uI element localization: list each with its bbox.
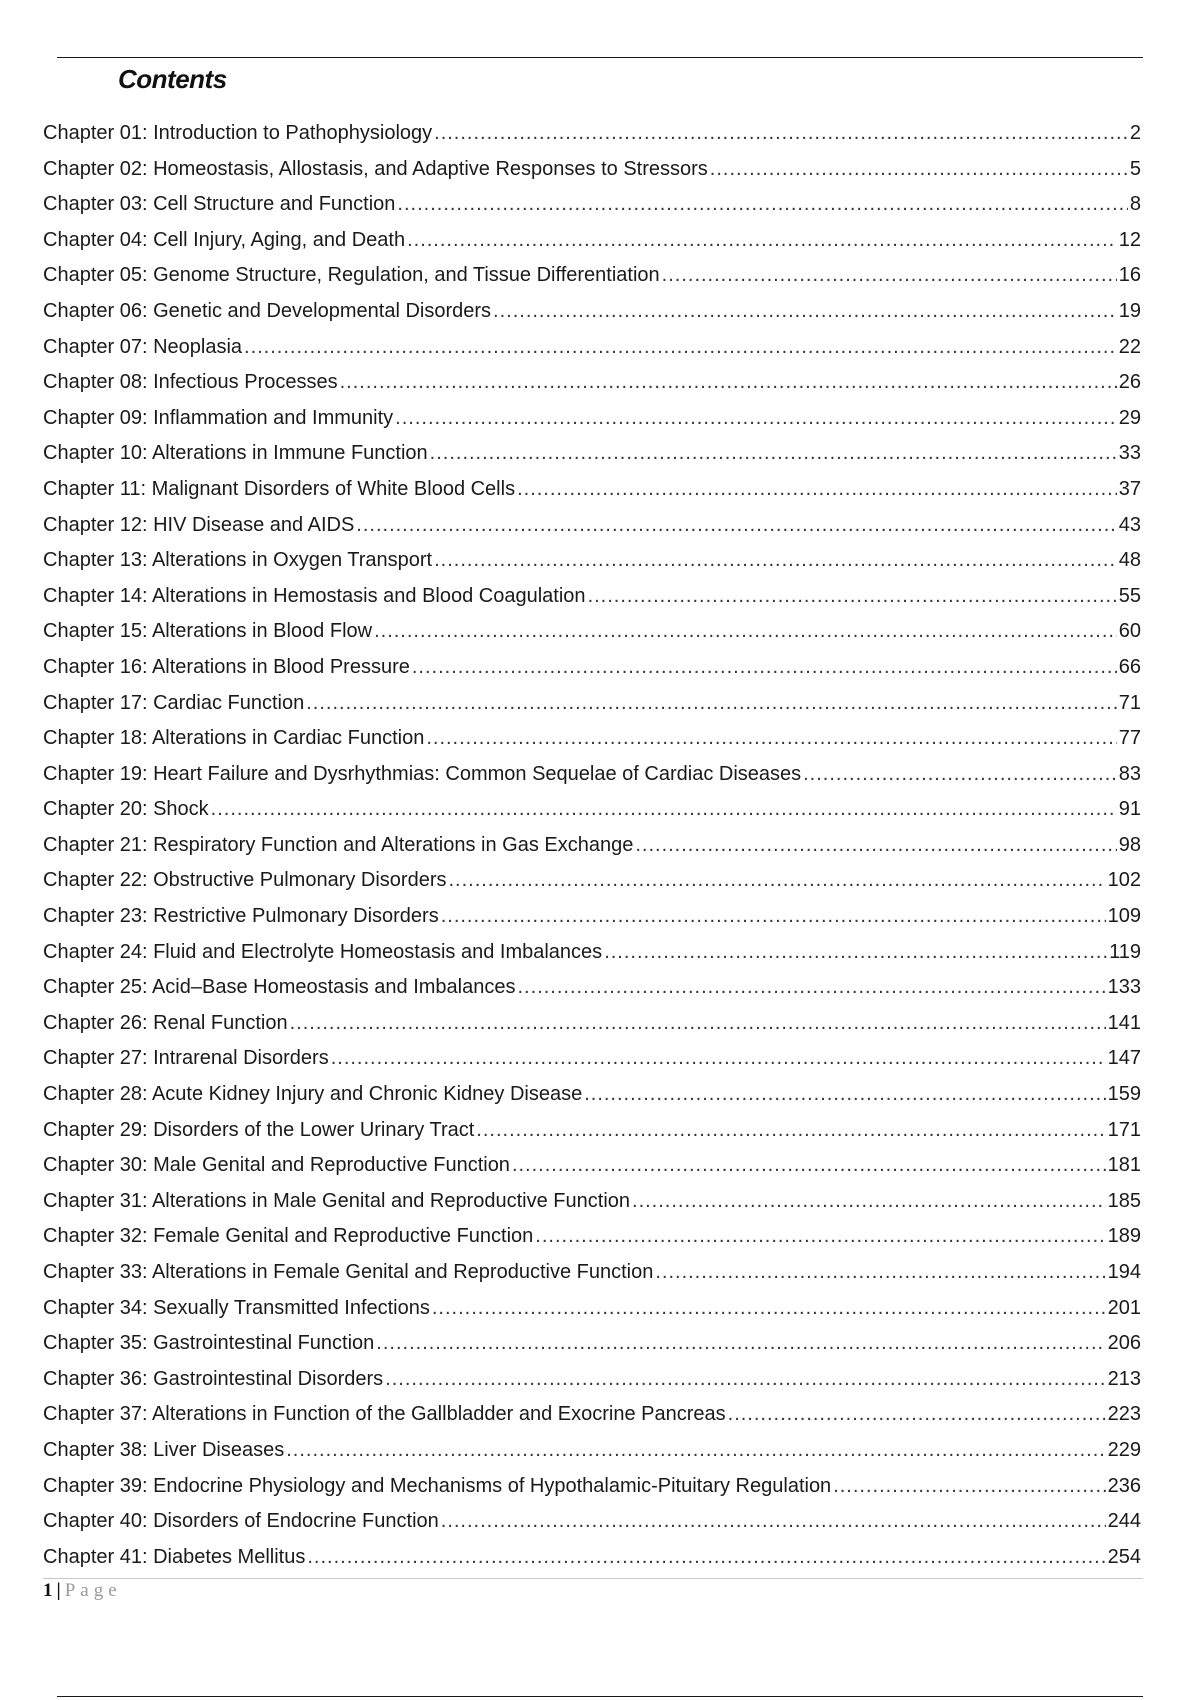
toc-entry-title: Chapter 38: Liver Diseases [43, 1438, 285, 1461]
toc-entry-title: Chapter 17: Cardiac Function [43, 691, 305, 714]
page-label: Page [64, 1580, 122, 1601]
toc-dot-leader [434, 116, 1128, 152]
toc-dot-leader [584, 1077, 1105, 1113]
toc-entry-title: Chapter 41: Diabetes Mellitus [43, 1545, 306, 1568]
toc-dot-leader [397, 187, 1127, 223]
toc-entry-page: 185 [1107, 1189, 1141, 1212]
toc-dot-leader [803, 757, 1117, 793]
toc-dot-leader [517, 472, 1117, 508]
toc-entry-title: Chapter 11: Malignant Disorders of White Blood Cells [43, 477, 516, 500]
toc-entry[interactable] [43, 294, 1141, 330]
toc-entry[interactable] [43, 1113, 1141, 1149]
toc-entry[interactable] [43, 258, 1141, 294]
toc-entry-title: Chapter 24: Fluid and Electrolyte Homeostasis and Imbalances [43, 940, 603, 963]
toc-entry[interactable] [43, 543, 1141, 579]
toc-entry-title: Chapter 20: Shock [43, 798, 209, 821]
toc-dot-leader [331, 1041, 1106, 1077]
toc-entry[interactable] [43, 1041, 1141, 1077]
toc-entry[interactable] [43, 365, 1141, 401]
toc-entry-title: Chapter 04: Cell Injury, Aging, and Death [43, 228, 406, 251]
toc-entry[interactable] [43, 863, 1141, 899]
footer-rule [43, 1578, 1143, 1579]
toc-dot-leader [655, 1255, 1105, 1291]
toc-entry-page: 119 [1109, 940, 1141, 963]
toc-entry[interactable] [43, 330, 1141, 366]
toc-entry-page: 33 [1118, 442, 1141, 465]
toc-entry[interactable] [43, 650, 1141, 686]
toc-dot-leader [356, 508, 1116, 544]
toc-entry-page: 206 [1107, 1332, 1141, 1355]
toc-entry-page: 71 [1118, 691, 1141, 714]
toc-dot-leader [632, 1184, 1106, 1220]
toc-dot-leader [290, 1006, 1106, 1042]
toc-dot-leader [430, 436, 1117, 472]
toc-entry-title: Chapter 34: Sexually Transmitted Infections [43, 1296, 430, 1319]
toc-entry-title: Chapter 26: Renal Function [43, 1011, 288, 1034]
toc-entry-title: Chapter 07: Neoplasia [43, 335, 243, 358]
toc-entry-page: 77 [1118, 727, 1141, 750]
toc-entry-page: 147 [1107, 1047, 1141, 1070]
toc-entry-page: 194 [1107, 1261, 1141, 1283]
toc-entry[interactable] [43, 1219, 1141, 1255]
toc-entry[interactable] [43, 1077, 1141, 1113]
toc-entry[interactable] [43, 223, 1141, 259]
toc-dot-leader [728, 1397, 1106, 1433]
toc-entry-page: 141 [1107, 1011, 1141, 1034]
toc-entry[interactable] [43, 757, 1141, 793]
toc-entry-page: 91 [1118, 798, 1141, 821]
toc-entry-page: 201 [1107, 1296, 1141, 1319]
toc-dot-leader [426, 721, 1116, 757]
page-title: Contents [118, 64, 227, 94]
toc-entry-title: Chapter 23: Restrictive Pulmonary Disorders [43, 905, 439, 928]
toc-entry-page: 22 [1118, 335, 1141, 358]
page-separator: | [56, 1580, 61, 1601]
toc-entry[interactable] [43, 935, 1141, 971]
toc-dot-leader [286, 1433, 1105, 1469]
toc-entry-title: Chapter 02: Homeostasis, Allostasis, and Adaptive Responses to Stressors [43, 157, 708, 180]
toc-dot-leader [441, 1504, 1106, 1540]
toc-entry-page: 19 [1118, 299, 1141, 322]
toc-entry[interactable] [43, 1291, 1141, 1327]
toc-dot-leader [441, 899, 1106, 935]
toc-dot-leader [449, 863, 1106, 899]
toc-entry-title: Chapter 15: Alterations in Blood Flow [43, 620, 373, 643]
toc-entry-page: 102 [1107, 869, 1141, 892]
toc-entry-page: 181 [1107, 1154, 1141, 1177]
toc-entry-title: Chapter 06: Genetic and Developmental Disorders [43, 299, 492, 322]
toc-entry[interactable] [43, 1504, 1141, 1540]
toc-dot-leader [434, 543, 1117, 579]
toc-entry[interactable] [43, 152, 1141, 188]
toc-entry[interactable] [43, 1184, 1141, 1220]
toc-entry-title: Chapter 27: Intrarenal Disorders [43, 1047, 329, 1070]
toc-entry-title: Chapter 19: Heart Failure and Dysrhythmias: Common Sequelae of Cardiac Diseases [43, 762, 802, 785]
toc-entry[interactable] [43, 116, 1141, 152]
toc-entry-page: 244 [1107, 1510, 1141, 1533]
toc-entry[interactable] [43, 1469, 1141, 1505]
toc-dot-leader [512, 1148, 1106, 1184]
toc-entry[interactable] [43, 1397, 1141, 1433]
toc-entry-page: 171 [1107, 1118, 1141, 1141]
toc-entry-title: Chapter 16: Alterations in Blood Pressure [43, 655, 410, 678]
toc-entry-page: 8 [1129, 193, 1141, 216]
bottom-rule [57, 1696, 1143, 1697]
toc-dot-leader [385, 1362, 1105, 1398]
toc-entry[interactable] [43, 1326, 1141, 1362]
toc-entry-page: 12 [1118, 228, 1141, 251]
toc-entry-title: Chapter 36: Gastrointestinal Disorders [43, 1367, 384, 1390]
toc-entry-page: 29 [1118, 406, 1141, 429]
toc-entry[interactable] [43, 792, 1141, 828]
toc-entry-page: 236 [1107, 1474, 1141, 1497]
toc-entry-page: 2 [1129, 122, 1141, 144]
page-footer [43, 1580, 122, 1602]
toc-entry-page: 213 [1107, 1367, 1141, 1390]
toc-dot-leader [211, 792, 1117, 828]
toc-entry-title: Chapter 10: Alterations in Immune Function [43, 442, 428, 465]
toc-entry-page: 159 [1107, 1083, 1141, 1106]
toc-entry-page: 229 [1107, 1438, 1141, 1461]
toc-entry-page: 55 [1118, 584, 1141, 607]
toc-entry[interactable] [43, 1255, 1141, 1291]
toc-dot-leader [244, 330, 1117, 366]
toc-dot-leader [412, 650, 1117, 686]
toc-entry[interactable] [43, 436, 1141, 472]
toc-entry-title: Chapter 37: Alterations in Function of the Gallbladder and Exocrine Pancreas [43, 1403, 726, 1426]
toc-dot-leader [307, 1540, 1105, 1576]
toc-dot-leader [518, 970, 1106, 1006]
toc-dot-leader [376, 1326, 1105, 1362]
toc-entry-title: Chapter 33: Alterations in Female Genital and Reproductive Function [43, 1261, 654, 1283]
toc-entry-page: 16 [1118, 264, 1141, 287]
toc-entry-page: 254 [1107, 1545, 1141, 1568]
toc-entry-title: Chapter 32: Female Genital and Reproductive Function [43, 1225, 534, 1248]
toc-entry-title: Chapter 05: Genome Structure, Regulation, and Tissue Differentiation [43, 264, 660, 287]
toc-entry-title: Chapter 40: Disorders of Endocrine Function [43, 1510, 439, 1533]
toc-entry-title: Chapter 13: Alterations in Oxygen Transport [43, 549, 433, 572]
toc-entry[interactable] [43, 970, 1141, 1006]
toc-entry-title: Chapter 29: Disorders of the Lower Urinary Tract [43, 1118, 475, 1141]
toc-entry-title: Chapter 31: Alterations in Male Genital and Reproductive Function [43, 1189, 631, 1212]
toc-entry[interactable] [43, 828, 1141, 864]
toc-dot-leader [662, 258, 1117, 294]
page-number: 1 [43, 1580, 53, 1601]
toc-entry-title: Chapter 30: Male Genital and Reproductive Function [43, 1154, 510, 1177]
toc-entry[interactable] [43, 472, 1141, 508]
toc-entry[interactable] [43, 899, 1141, 935]
toc-entry-page: 223 [1107, 1403, 1141, 1426]
toc-dot-leader [395, 401, 1117, 437]
toc-entry-title: Chapter 09: Inflammation and Immunity [43, 406, 394, 429]
toc-entry-title: Chapter 18: Alterations in Cardiac Function [43, 727, 425, 750]
header-rule [57, 57, 1143, 58]
toc-entry-title: Chapter 12: HIV Disease and AIDS [43, 513, 355, 536]
toc-dot-leader [306, 686, 1117, 722]
toc-entry-title: Chapter 14: Alterations in Hemostasis and Blood Coagulation [43, 584, 586, 607]
toc-entry-title: Chapter 25: Acid–Base Homeostasis and Imbalances [43, 976, 516, 999]
toc-entry-title: Chapter 21: Respiratory Function and Alterations in Gas Exchange [43, 833, 634, 856]
toc-dot-leader [710, 152, 1128, 188]
toc-entry-title: Chapter 22: Obstructive Pulmonary Disorders [43, 869, 447, 892]
toc-entry-title: Chapter 03: Cell Structure and Function [43, 193, 396, 216]
toc-dot-leader [493, 294, 1117, 330]
toc-entry-page: 60 [1118, 620, 1141, 643]
toc-dot-leader [476, 1113, 1105, 1149]
toc-dot-leader [535, 1219, 1105, 1255]
toc-entry-page: 66 [1118, 655, 1141, 678]
toc-entry-page: 109 [1107, 905, 1141, 928]
toc-entry-page: 189 [1107, 1225, 1141, 1248]
toc-entry-page: 98 [1118, 833, 1141, 856]
toc-entry-title: Chapter 01: Introduction to Pathophysiology [43, 122, 433, 144]
toc-entry-page: 83 [1118, 762, 1141, 785]
toc-dot-leader [432, 1291, 1106, 1327]
toc-entry[interactable] [43, 508, 1141, 544]
toc-entry-page: 133 [1107, 976, 1141, 999]
toc-entry[interactable] [43, 187, 1141, 223]
toc-dot-leader [604, 935, 1107, 971]
toc-entry[interactable] [43, 686, 1141, 722]
toc-entry-title: Chapter 35: Gastrointestinal Function [43, 1332, 375, 1355]
table-of-contents [43, 116, 1141, 1575]
toc-dot-leader [407, 223, 1117, 259]
toc-entry-page: 48 [1118, 549, 1141, 572]
toc-entry[interactable] [43, 721, 1141, 757]
toc-entry[interactable] [43, 1540, 1141, 1576]
toc-entry-title: Chapter 28: Acute Kidney Injury and Chronic Kidney Disease [43, 1083, 583, 1106]
toc-entry[interactable] [43, 1433, 1141, 1469]
toc-entry-page: 43 [1118, 513, 1141, 536]
toc-entry-title: Chapter 08: Infectious Processes [43, 371, 338, 394]
toc-entry-title: Chapter 39: Endocrine Physiology and Mechanisms of Hypothalamic-Pituitary Regulation [43, 1474, 832, 1497]
toc-entry[interactable] [43, 401, 1141, 437]
toc-entry-page: 37 [1118, 477, 1141, 500]
toc-entry[interactable] [43, 614, 1141, 650]
toc-dot-leader [588, 579, 1117, 615]
toc-entry-page: 26 [1118, 371, 1141, 394]
toc-entry[interactable] [43, 1148, 1141, 1184]
toc-dot-leader [635, 828, 1116, 864]
toc-dot-leader [833, 1469, 1105, 1505]
toc-entry[interactable] [43, 579, 1141, 615]
toc-entry[interactable] [43, 1362, 1141, 1398]
toc-dot-leader [374, 614, 1117, 650]
toc-entry[interactable] [43, 1006, 1141, 1042]
toc-dot-leader [340, 365, 1117, 401]
toc-entry-page: 5 [1129, 157, 1141, 180]
